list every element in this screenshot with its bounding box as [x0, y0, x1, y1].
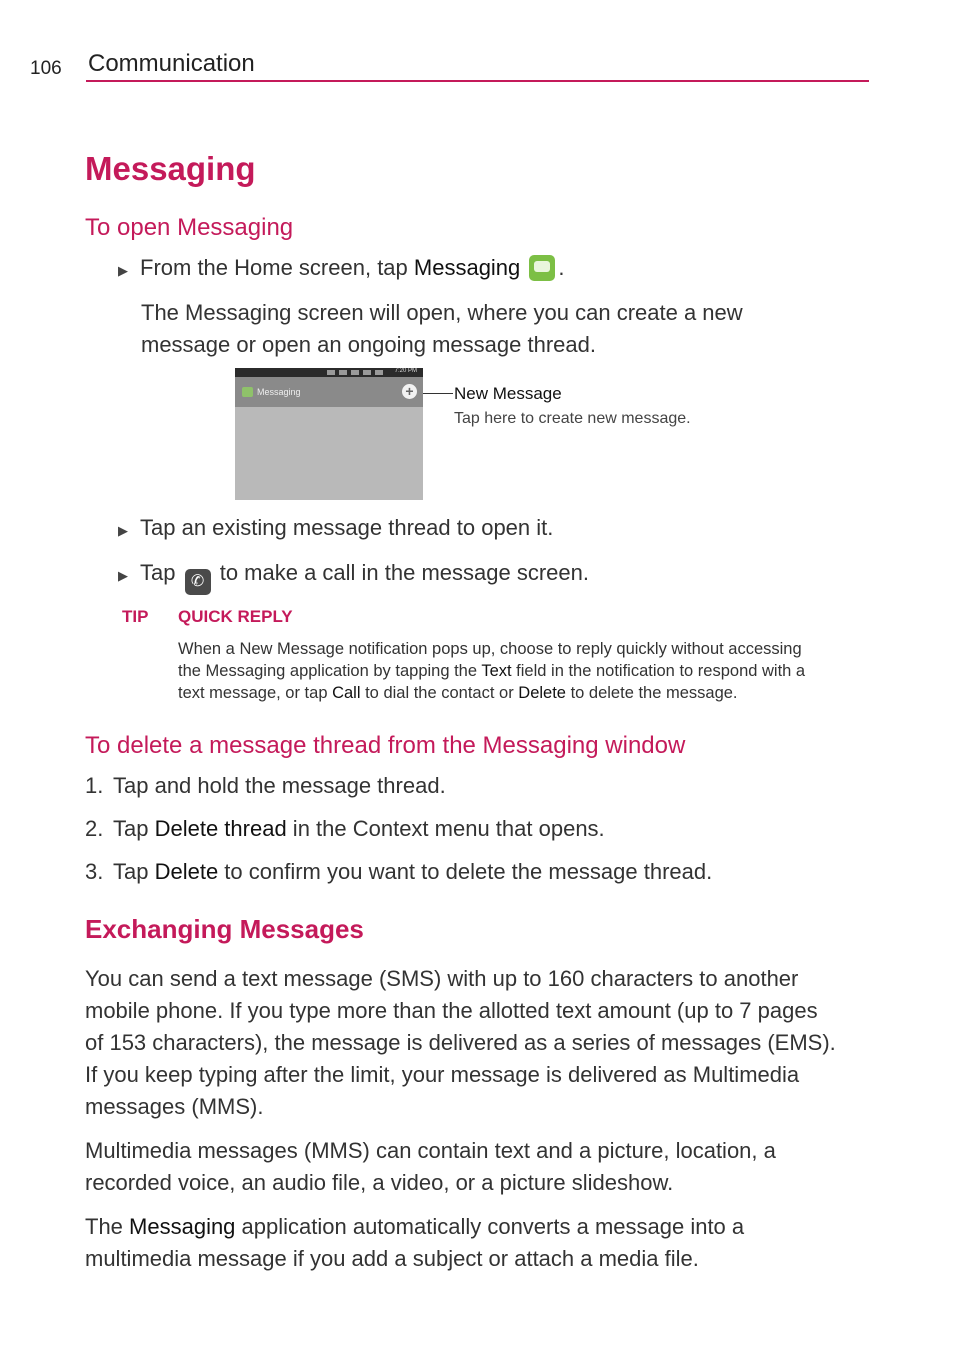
- tip-line: text message, or tap Call to dial the contact or Delete to delete the message.: [178, 684, 738, 702]
- bullet-text: Tap an existing message thread to open it.: [140, 515, 554, 540]
- exchanging-para-3: The Messaging application automatically converts a message into a multimedia message if you add a subject or attach a media file.: [85, 1214, 745, 1271]
- bullet-arrow-icon: ▶: [118, 568, 128, 583]
- para-line: The Messaging screen will open, where you can create a new: [141, 300, 743, 325]
- open-messaging-para: [141, 297, 743, 361]
- callout-title: New Message: [454, 384, 562, 403]
- step-open-messaging: [118, 252, 565, 287]
- tip-line: the Messaging application by tapping the Text field in the notification to respond with a: [178, 662, 806, 680]
- messaging-screenshot: [235, 368, 423, 500]
- callout-line: [423, 393, 453, 394]
- delete-step-2: 2. Tap Delete thread in the Context menu that opens.: [85, 816, 605, 841]
- tip-heading: QUICK REPLY: [178, 607, 293, 626]
- bullet-arrow-icon: ▶: [118, 263, 128, 278]
- exchanging-para-1: You can send a text message (SMS) with up to 160 characters to another mobile phone. If you type more than the allotted text amount (up to 7 pages of 153 characters), the message is delivered as a series of messages (EMS). If you keep typing after the limit, your message is delivered as Multimedia messages (MMS).: [85, 966, 836, 1119]
- messaging-app-icon: [529, 255, 555, 281]
- add-new-message-icon[interactable]: +: [402, 384, 417, 399]
- heading-open-messaging: To open Messaging: [85, 214, 294, 241]
- screenshot-app-title: Messaging: [257, 387, 301, 397]
- step-suffix: .: [558, 255, 565, 280]
- messaging-app-icon: [242, 387, 253, 397]
- bullet-text-suffix: to make a call in the message screen.: [213, 560, 590, 585]
- bullet-make-call: [118, 557, 589, 595]
- tip-line: When a New Message notification pops up, choose to reply quickly without accessing: [178, 640, 802, 658]
- phone-call-icon: ✆: [185, 569, 211, 595]
- page-number: 106: [30, 58, 62, 79]
- delete-step-3: 3. Tap Delete to confirm you want to delete the message thread.: [85, 859, 713, 884]
- heading-delete-thread: To delete a message thread from the Messaging window: [85, 732, 686, 759]
- status-bar: [235, 368, 423, 377]
- bullet-text: Tap: [140, 560, 182, 585]
- header-rule: [86, 80, 869, 82]
- page-title: Messaging: [85, 150, 256, 187]
- section-name: Communication: [88, 50, 255, 77]
- bullet-arrow-icon: ▶: [118, 523, 128, 538]
- callout-description: Tap here to create new message.: [454, 410, 691, 427]
- tip-label: TIP: [122, 607, 149, 626]
- para-line: message or open an ongoing message thread.: [141, 332, 596, 357]
- messaging-title-bar: [235, 377, 423, 407]
- bullet-open-thread: [118, 512, 553, 547]
- step-bold-messaging: Messaging: [413, 255, 521, 280]
- tip-body: [178, 638, 868, 704]
- delete-step-1: 1. Tap and hold the message thread.: [85, 773, 446, 798]
- status-time: 7:20 PM: [394, 368, 417, 374]
- exchanging-para-2: Multimedia messages (MMS) can contain text and a picture, location, a recorded voice, an audio file, a video, or a picture slideshow.: [85, 1138, 776, 1195]
- heading-exchanging-messages: Exchanging Messages: [85, 914, 364, 944]
- step-text: From the Home screen, tap: [140, 255, 414, 280]
